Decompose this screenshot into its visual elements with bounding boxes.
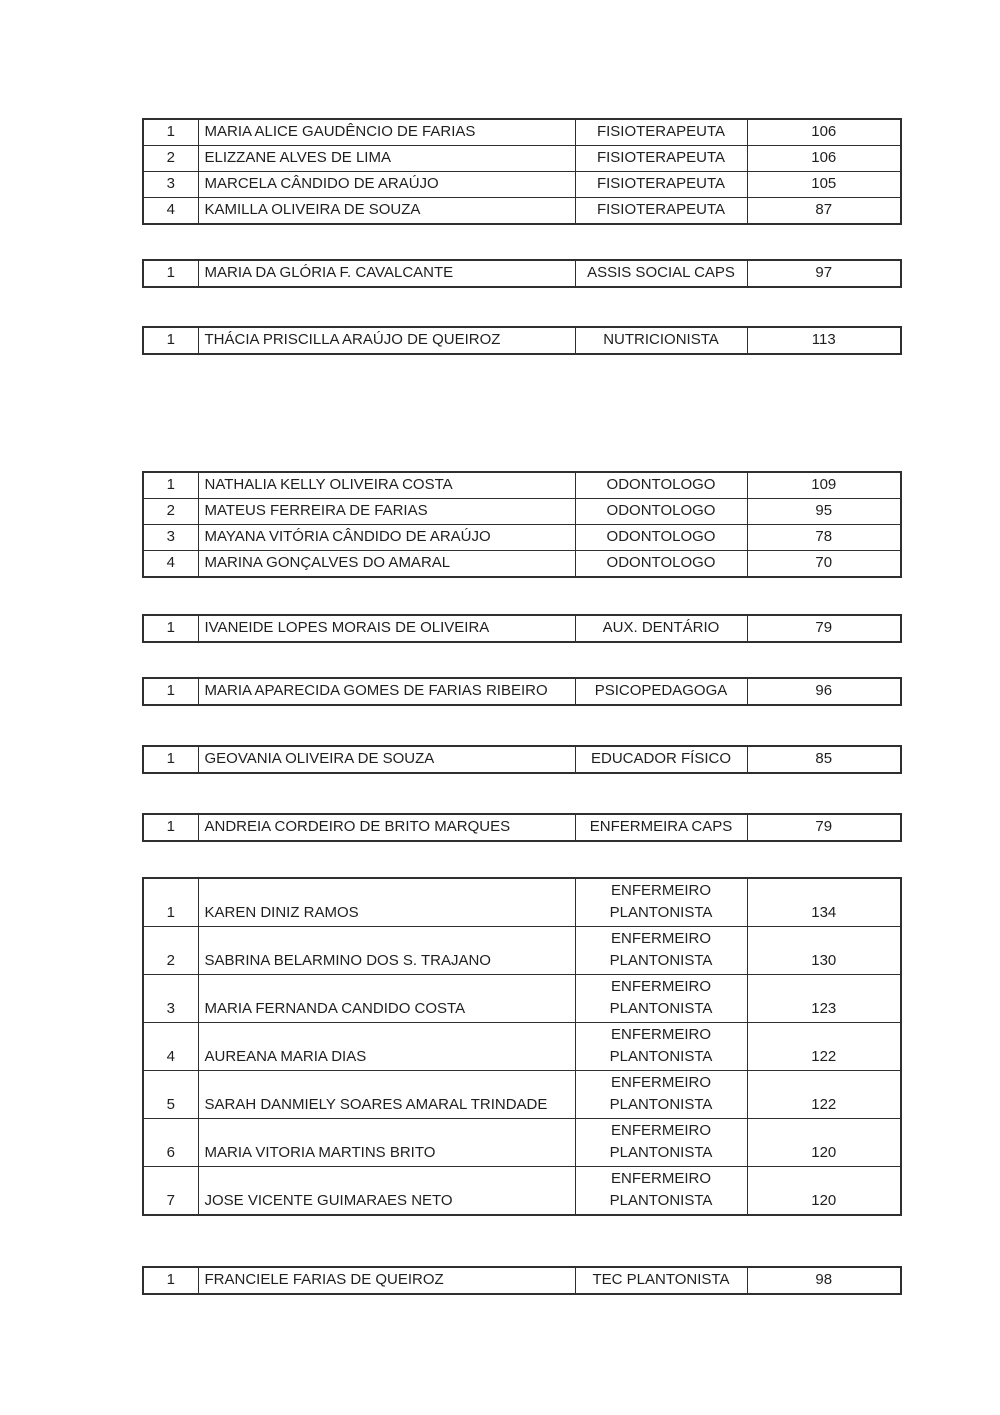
name-cell: JOSE VICENTE GUIMARAES NETO	[198, 1167, 575, 1216]
rank-cell: 1	[143, 119, 198, 146]
role-cell: ODONTOLOGO	[575, 472, 747, 499]
table-row	[143, 1119, 901, 1167]
name-cell: KAREN DINIZ RAMOS	[198, 878, 575, 927]
table-row	[143, 975, 901, 1023]
name-cell: MARIA APARECIDA GOMES DE FARIAS RIBEIRO	[198, 678, 575, 705]
score-cell: 98	[747, 1267, 901, 1294]
name-cell: NATHALIA KELLY OLIVEIRA COSTA	[198, 472, 575, 499]
score-cell: 97	[747, 260, 901, 287]
role-cell: ENFERMEIRO PLANTONISTA	[575, 1119, 747, 1167]
ranking-table	[142, 677, 902, 706]
table-row	[143, 1071, 901, 1119]
rank-cell: 2	[143, 499, 198, 525]
rank-cell: 1	[143, 814, 198, 841]
score-cell: 122	[747, 1071, 901, 1119]
table-row	[143, 172, 901, 198]
table-row	[143, 260, 901, 287]
name-cell: MAYANA VITÓRIA CÂNDIDO DE ARAÚJO	[198, 525, 575, 551]
role-cell: ASSIS SOCIAL CAPS	[575, 260, 747, 287]
name-cell: KAMILLA OLIVEIRA DE SOUZA	[198, 198, 575, 225]
name-cell: MARIA FERNANDA CANDIDO COSTA	[198, 975, 575, 1023]
name-cell: GEOVANIA OLIVEIRA DE SOUZA	[198, 746, 575, 773]
table-fisioterapeuta	[142, 118, 900, 225]
score-cell: 122	[747, 1023, 901, 1071]
role-cell: TEC PLANTONISTA	[575, 1267, 747, 1294]
rank-cell: 1	[143, 678, 198, 705]
table-psicopedagoga	[142, 677, 900, 706]
name-cell: FRANCIELE FARIAS DE QUEIROZ	[198, 1267, 575, 1294]
score-cell: 106	[747, 146, 901, 172]
score-cell: 113	[747, 327, 901, 354]
rank-cell: 3	[143, 975, 198, 1023]
role-cell: ENFERMEIRA CAPS	[575, 814, 747, 841]
name-cell: ANDREIA CORDEIRO DE BRITO MARQUES	[198, 814, 575, 841]
table-row	[143, 878, 901, 927]
table-row	[143, 927, 901, 975]
rank-cell: 5	[143, 1071, 198, 1119]
role-cell: ODONTOLOGO	[575, 551, 747, 578]
rank-cell: 3	[143, 172, 198, 198]
role-cell: ODONTOLOGO	[575, 525, 747, 551]
score-cell: 120	[747, 1119, 901, 1167]
table-enfermeira-caps	[142, 813, 900, 842]
role-cell: ENFERMEIRO PLANTONISTA	[575, 878, 747, 927]
name-cell: ELIZZANE ALVES DE LIMA	[198, 146, 575, 172]
ranking-table	[142, 877, 902, 1216]
role-cell: PSICOPEDAGOGA	[575, 678, 747, 705]
score-cell: 105	[747, 172, 901, 198]
table-row	[143, 499, 901, 525]
rank-cell: 6	[143, 1119, 198, 1167]
ranking-table	[142, 614, 902, 643]
table-row	[143, 678, 901, 705]
name-cell: MARIA DA GLÓRIA F. CAVALCANTE	[198, 260, 575, 287]
role-cell: FISIOTERAPEUTA	[575, 172, 747, 198]
ranking-table	[142, 745, 902, 774]
rank-cell: 3	[143, 525, 198, 551]
rank-cell: 7	[143, 1167, 198, 1216]
role-cell: ENFERMEIRO PLANTONISTA	[575, 1023, 747, 1071]
ranking-table	[142, 259, 902, 288]
name-cell: SABRINA BELARMINO DOS S. TRAJANO	[198, 927, 575, 975]
name-cell: SARAH DANMIELY SOARES AMARAL TRINDADE	[198, 1071, 575, 1119]
name-cell: MARIA VITORIA MARTINS BRITO	[198, 1119, 575, 1167]
ranking-table	[142, 813, 902, 842]
table-row	[143, 1023, 901, 1071]
rank-cell: 1	[143, 472, 198, 499]
score-cell: 134	[747, 878, 901, 927]
score-cell: 79	[747, 814, 901, 841]
score-cell: 78	[747, 525, 901, 551]
table-row	[143, 746, 901, 773]
name-cell: THÁCIA PRISCILLA ARAÚJO DE QUEIROZ	[198, 327, 575, 354]
table-row	[143, 119, 901, 146]
table-row	[143, 1167, 901, 1216]
name-cell: MATEUS FERREIRA DE FARIAS	[198, 499, 575, 525]
score-cell: 79	[747, 615, 901, 642]
role-cell: NUTRICIONISTA	[575, 327, 747, 354]
table-enfermeiro-plantonista	[142, 877, 900, 1216]
score-cell: 87	[747, 198, 901, 225]
rank-cell: 4	[143, 198, 198, 225]
rank-cell: 4	[143, 1023, 198, 1071]
ranking-table	[142, 1266, 902, 1295]
rank-cell: 2	[143, 927, 198, 975]
name-cell: MARCELA CÂNDIDO DE ARAÚJO	[198, 172, 575, 198]
score-cell: 96	[747, 678, 901, 705]
table-row	[143, 525, 901, 551]
table-row	[143, 327, 901, 354]
name-cell: MARIA ALICE GAUDÊNCIO DE FARIAS	[198, 119, 575, 146]
role-cell: FISIOTERAPEUTA	[575, 198, 747, 225]
ranking-table	[142, 471, 902, 578]
score-cell: 106	[747, 119, 901, 146]
table-aux-dentario	[142, 614, 900, 643]
table-row	[143, 551, 901, 578]
rank-cell: 1	[143, 878, 198, 927]
table-row	[143, 814, 901, 841]
rank-cell: 1	[143, 615, 198, 642]
score-cell: 95	[747, 499, 901, 525]
role-cell: ENFERMEIRO PLANTONISTA	[575, 1167, 747, 1216]
score-cell: 130	[747, 927, 901, 975]
score-cell: 123	[747, 975, 901, 1023]
score-cell: 109	[747, 472, 901, 499]
role-cell: ODONTOLOGO	[575, 499, 747, 525]
role-cell: AUX. DENTÁRIO	[575, 615, 747, 642]
table-tec-plantonista	[142, 1266, 900, 1295]
name-cell: IVANEIDE LOPES MORAIS DE OLIVEIRA	[198, 615, 575, 642]
role-cell: ENFERMEIRO PLANTONISTA	[575, 975, 747, 1023]
rank-cell: 4	[143, 551, 198, 578]
rank-cell: 1	[143, 746, 198, 773]
rank-cell: 1	[143, 327, 198, 354]
rank-cell: 1	[143, 1267, 198, 1294]
name-cell: MARINA GONÇALVES DO AMARAL	[198, 551, 575, 578]
score-cell: 85	[747, 746, 901, 773]
rank-cell: 1	[143, 260, 198, 287]
table-assis-social-caps	[142, 259, 900, 288]
name-cell: AUREANA MARIA DIAS	[198, 1023, 575, 1071]
table-row	[143, 1267, 901, 1294]
role-cell: EDUCADOR FÍSICO	[575, 746, 747, 773]
role-cell: FISIOTERAPEUTA	[575, 146, 747, 172]
table-row	[143, 146, 901, 172]
table-nutricionista	[142, 326, 900, 355]
table-educador-fisico	[142, 745, 900, 774]
ranking-table	[142, 118, 902, 225]
table-odontologo	[142, 471, 900, 578]
table-row	[143, 615, 901, 642]
score-cell: 120	[747, 1167, 901, 1216]
rank-cell: 2	[143, 146, 198, 172]
role-cell: ENFERMEIRO PLANTONISTA	[575, 1071, 747, 1119]
score-cell: 70	[747, 551, 901, 578]
role-cell: ENFERMEIRO PLANTONISTA	[575, 927, 747, 975]
table-row	[143, 472, 901, 499]
table-row	[143, 198, 901, 225]
ranking-table	[142, 326, 902, 355]
role-cell: FISIOTERAPEUTA	[575, 119, 747, 146]
